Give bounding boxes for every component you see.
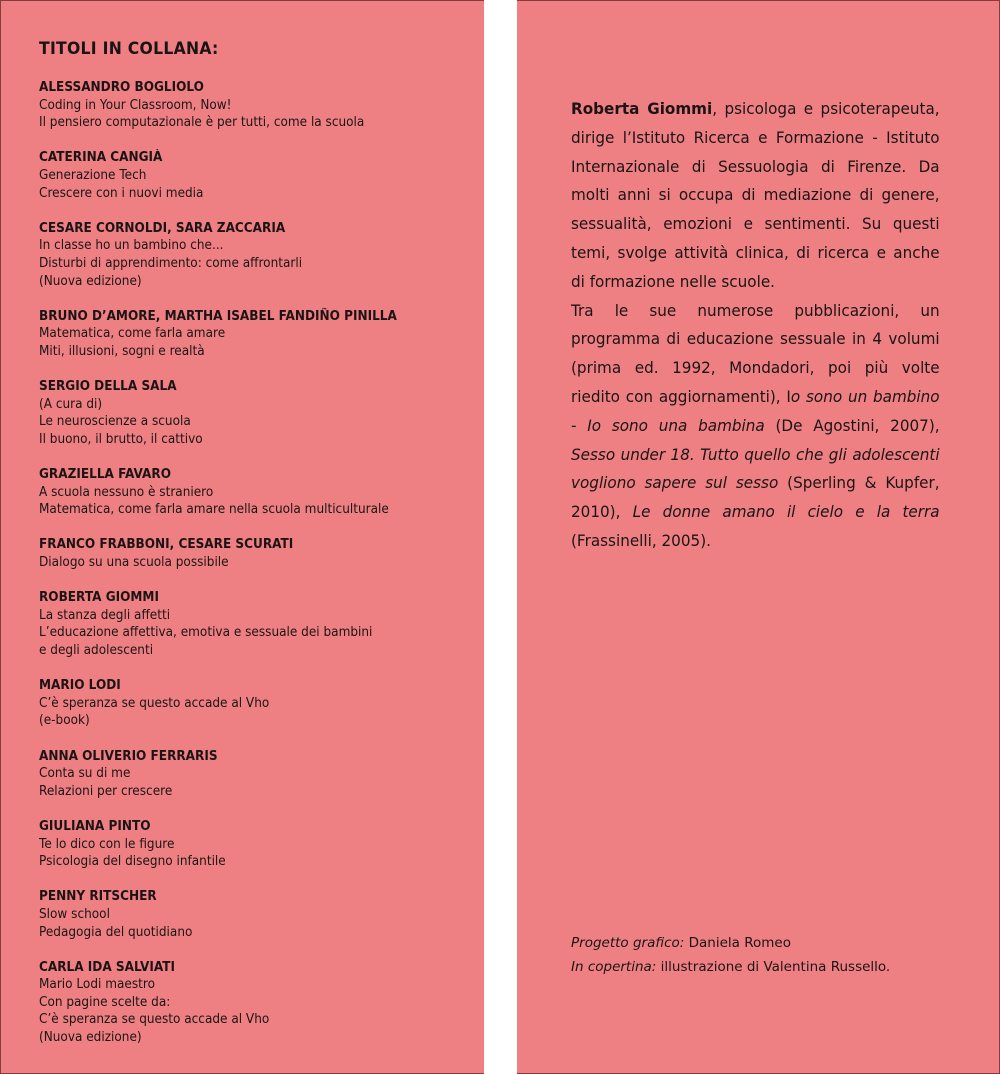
entry-title-line: Dialogo su una scuola possibile (39, 555, 229, 571)
author-bio (571, 95, 940, 556)
entry-author: GRAZIELLA FAVARO (39, 467, 171, 483)
titles-list (39, 79, 479, 1064)
entry-title-line: Il buono, il brutto, il cattivo (39, 431, 203, 447)
entry-author: ALESSANDRO BOGLIOLO (39, 80, 204, 95)
entry-author: ROBERTA GIOMMI (39, 590, 159, 606)
entry-author: ANNA OLIVERIO FERRARIS (39, 748, 218, 764)
entry-author: MARIO LODI (39, 678, 121, 694)
book-title: o sono un bambino - Io sono una bambina (571, 386, 940, 435)
entry-title-line: A scuola nessuno è straniero (39, 484, 214, 500)
entry-author: CATERINA CANGIÀ (39, 150, 163, 166)
series-entry (39, 888, 479, 941)
credit-design (571, 932, 890, 956)
entry-title-line: Te lo dico con le figure (39, 836, 175, 852)
book-title: Sesso under 18. Tutto quello che gli adolescenti vogliono sapere sul sesso (571, 444, 940, 493)
entry-author: CARLA IDA SALVIATI (39, 959, 176, 975)
entry-title-line: L’educazione affettiva, emotiva e sessuale dei bambini (39, 625, 373, 641)
entry-title-line: Disturbi di apprendimento: come affrontarli (39, 255, 303, 271)
bio-text: (Frassinelli, 2005). (571, 530, 711, 550)
entry-title-line: Slow school (39, 906, 110, 922)
entry-title-line: Matematica, come farla amare (39, 326, 226, 342)
series-entry (39, 818, 479, 871)
entry-title-line: C’è speranza se questo accade al Vho (39, 695, 270, 711)
series-entry (39, 149, 479, 202)
bio-text: (De Agostini, 2007), (764, 415, 940, 435)
entry-title-line: Relazioni per crescere (39, 783, 173, 799)
bio-text: , psicologa e psicoterapeuta, dirige l’Istituto Ricerca e Formazione - Istituto Internazionale di Sessuologia di Firenze. Da molti anni si occupa di mediazione di genere, sessualità, emozioni e sentimenti. Su questi temi, svolge attività clinica, di ricerca e anche di formazione nelle scuole. (571, 99, 940, 291)
entry-author: BRUNO D’AMORE, MARTHA ISABEL FANDIÑO PINILLA (39, 308, 397, 324)
entry-title-line: Psicologia del disegno infantile (39, 854, 226, 870)
bio-text: (Sperling & Kupfer, 2010), (571, 473, 940, 522)
entry-author: PENNY RITSCHER (39, 889, 157, 905)
series-heading: TITOLI IN COLLANA: (39, 39, 219, 59)
series-entry (39, 220, 479, 290)
credit-label: In copertina: (571, 958, 657, 975)
entry-author: FRANCO FRABBONI, CESARE SCURATI (39, 537, 294, 553)
series-entry (39, 589, 479, 659)
series-entry (39, 79, 479, 132)
entry-title-line: Matematica, come farla amare nella scuola multiculturale (39, 502, 389, 518)
bio-paragraph-2 (571, 297, 940, 556)
book-title: Le donne amano il cielo e la terra (632, 502, 940, 522)
credit-cover (571, 956, 890, 980)
credit-label: Progetto grafico: (571, 935, 685, 951)
entry-author: CESARE CORNOLDI, SARA ZACCARIA (39, 220, 286, 236)
entry-title-line: In classe ho un bambino che... (39, 238, 224, 254)
entry-title-line: Pedagogia del quotidiano (39, 924, 193, 940)
series-entry (39, 959, 479, 1047)
entry-title-line: Mario Lodi maestro (39, 977, 155, 993)
series-entry (39, 466, 479, 519)
entry-title-line: (Nuova edizione) (39, 1030, 142, 1046)
entry-title-line: Conta su di me (39, 766, 131, 782)
entry-title-line: (Nuova edizione) (39, 273, 142, 289)
entry-title-line: e degli adolescenti (39, 643, 154, 658)
bio-author-name: Roberta Giommi (571, 99, 713, 118)
entry-title-line: La stanza degli affetti (39, 607, 171, 623)
entry-title-line: Con pagine scelte da: (39, 994, 171, 1010)
credit-value: Daniela Romeo (684, 935, 791, 951)
entry-title-line: Il pensiero computazionale è per tutti, come la scuola (39, 115, 365, 131)
series-entry (39, 748, 479, 801)
bio-paragraph-1 (571, 95, 940, 297)
entry-title-line: (e-book) (39, 713, 90, 729)
credit-value: illustrazione di Valentina Russello. (656, 958, 891, 975)
series-entry (39, 308, 479, 361)
entry-title-line: Crescere con i nuovi media (39, 185, 204, 201)
entry-title-line: Generazione Tech (39, 167, 147, 183)
entry-author: SERGIO DELLA SALA (39, 379, 177, 395)
bio-text: Tra le sue numerose pubblicazioni, un programma di educazione sessuale in 4 volumi (prima ed. 1992, Mondadori, poi più volte riedito con aggiornamenti), I (571, 300, 940, 406)
entry-title-line: Le neuroscienze a scuola (39, 414, 191, 430)
entry-author: GIULIANA PINTO (39, 818, 151, 834)
entry-title-line: Coding in Your Classroom, Now! (39, 97, 232, 113)
left-page (0, 0, 484, 1074)
series-entry (39, 536, 479, 571)
series-entry (39, 677, 479, 730)
entry-title-line: (A cura di) (39, 396, 103, 412)
entry-title-line: C’è speranza se questo accade al Vho (39, 1012, 270, 1028)
series-entry (39, 378, 479, 448)
entry-title-line: Miti, illusioni, sogni e realtà (39, 343, 205, 359)
credits (571, 932, 890, 979)
